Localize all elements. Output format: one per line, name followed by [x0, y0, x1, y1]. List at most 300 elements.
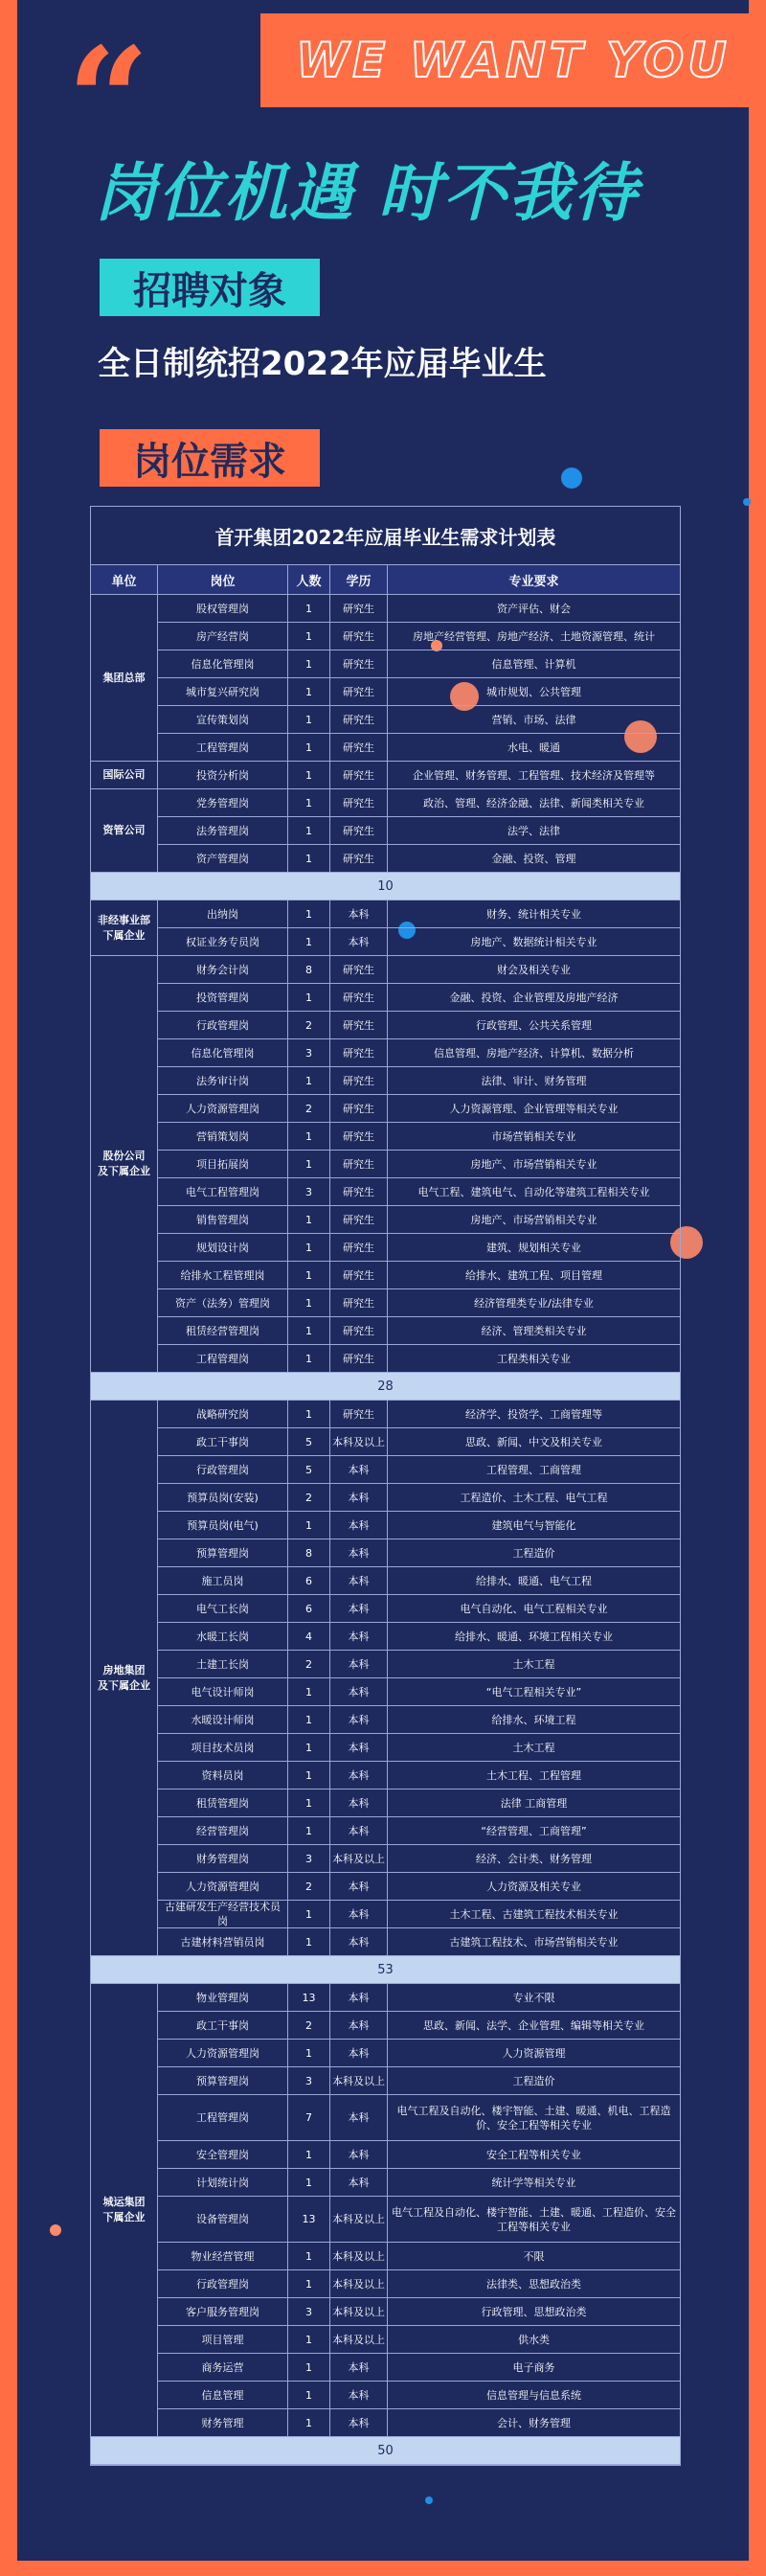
education-cell: 本科: [330, 2354, 388, 2381]
major-cell: 思政、新闻、法学、企业管理、编辑等相关专业: [423, 2018, 644, 2032]
major-cell: 资产评估、财会: [497, 602, 571, 615]
position-cell: 古建材料营销员岗: [158, 1928, 288, 1955]
major-cell: 工程造价: [512, 1546, 555, 1560]
count-cell: 1: [288, 1734, 330, 1761]
education-cell: 本科: [330, 1901, 388, 1927]
table-row: [158, 1567, 680, 1595]
position-cell: 水暖工长岗: [158, 1623, 288, 1650]
group-total-row: 10: [91, 873, 680, 900]
count-cell: 1: [288, 1317, 330, 1344]
position-cell: 房产经营岗: [158, 623, 288, 650]
position-cell: 行政管理岗: [158, 1012, 288, 1038]
education-cell: 本科: [330, 1651, 388, 1677]
count-cell: 1: [288, 1817, 330, 1844]
unit-cell: 股份公司 及下属企业: [91, 956, 158, 1373]
table-row: [158, 900, 680, 928]
major-cell: 法律、审计、财务管理: [481, 1074, 587, 1087]
position-cell: 经营管理岗: [158, 1817, 288, 1844]
table-row: [158, 1539, 680, 1567]
count-cell: 3: [288, 1178, 330, 1205]
unit-rows: [158, 789, 680, 873]
position-cell: 水暖设计师岗: [158, 1706, 288, 1733]
major-cell: 水电、暖通: [507, 741, 560, 754]
major-cell: 人力资源及相关专业: [486, 1880, 581, 1893]
major-cell: 营销、市场、法律: [491, 713, 576, 726]
major-cell: 专业不限: [512, 1991, 555, 2004]
major-cell: 法律类、思想政治类: [486, 2277, 581, 2291]
position-cell: 租赁经营管理岗: [158, 1317, 288, 1344]
education-cell: 本科: [330, 2141, 388, 2168]
recruit-target-text: 全日制统招2022年应届毕业生: [98, 345, 547, 383]
count-cell: 1: [288, 2409, 330, 2436]
major-cell: 给排水、暖通、电气工程: [476, 1574, 592, 1587]
table-row: [158, 2409, 680, 2437]
education-cell: 本科: [330, 2012, 388, 2039]
position-cell: 预算管理岗: [158, 1539, 288, 1566]
count-cell: 6: [288, 1567, 330, 1594]
major-cell: “经营管理、工商管理”: [481, 1824, 587, 1837]
table-row: [158, 1845, 680, 1873]
table-row: [158, 595, 680, 623]
major-cell: 电气工程、建筑电气、自动化等建筑工程相关专业: [417, 1185, 650, 1198]
count-cell: 3: [288, 2298, 330, 2325]
table-row: [158, 1039, 680, 1067]
education-cell: 研究生: [330, 984, 388, 1011]
table-row: [158, 2169, 680, 2197]
position-cell: 政工干事岗: [158, 1428, 288, 1455]
count-cell: 1: [288, 1512, 330, 1539]
table-row: [158, 1262, 680, 1289]
table-row: [158, 2270, 680, 2298]
major-cell: 土木工程: [512, 1657, 555, 1671]
position-cell: 销售管理岗: [158, 1206, 288, 1233]
count-cell: 2: [288, 1651, 330, 1677]
count-cell: 1: [288, 928, 330, 955]
education-cell: 研究生: [330, 1178, 388, 1205]
count-cell: 1: [288, 1901, 330, 1927]
major-cell: 工程造价: [512, 2074, 555, 2087]
count-cell: 1: [288, 2169, 330, 2196]
major-cell: 行政管理、公共关系管理: [476, 1018, 592, 1032]
table-row: [158, 956, 680, 984]
major-cell: 经济、会计类、财务管理: [476, 1852, 592, 1865]
major-cell: 企业管理、财务管理、工程管理、技术经济及管理等: [413, 768, 655, 782]
position-cell: 客户服务管理岗: [158, 2298, 288, 2325]
table-row: [158, 1151, 680, 1178]
education-cell: 本科: [330, 1762, 388, 1789]
table-row: [158, 1345, 680, 1373]
quote-mark-icon: “: [67, 16, 150, 185]
education-cell: 本科及以上: [330, 2197, 388, 2242]
count-cell: 1: [288, 734, 330, 761]
group-total-row: 53: [91, 1956, 680, 1984]
table-row: [158, 1234, 680, 1262]
education-cell: 研究生: [330, 817, 388, 844]
education-cell: 研究生: [330, 789, 388, 816]
education-cell: 本科: [330, 2169, 388, 2196]
banner-text: WE WANT YOU: [296, 33, 731, 88]
position-cell: 资产（法务）管理岗: [158, 1289, 288, 1316]
table-row: [158, 845, 680, 873]
table-row: [158, 1734, 680, 1762]
education-cell: 本科及以上: [330, 2298, 388, 2325]
table-row: [158, 2067, 680, 2095]
count-cell: 1: [288, 1067, 330, 1094]
major-cell: 电气自动化、电气工程相关专业: [460, 1602, 608, 1615]
unit-group: [91, 595, 680, 762]
position-cell: 营销策划岗: [158, 1123, 288, 1150]
table-row: [158, 1595, 680, 1623]
unit-group: [91, 762, 680, 789]
major-cell: 给排水、暖通、环境工程相关专业: [455, 1630, 613, 1643]
table-row: [158, 1512, 680, 1539]
table-row: [158, 2298, 680, 2326]
position-cell: 财务会计岗: [158, 956, 288, 983]
position-cell: 信息化管理岗: [158, 650, 288, 677]
count-cell: 1: [288, 1262, 330, 1288]
position-cell: 项目技术员岗: [158, 1734, 288, 1761]
unit-group: [91, 1401, 680, 1956]
table-row: [158, 650, 680, 678]
table-row: [158, 1289, 680, 1317]
unit-cell: 集团总部: [91, 595, 158, 762]
header-count: 人数: [288, 565, 330, 594]
education-cell: 本科: [330, 1484, 388, 1511]
count-cell: 13: [288, 1984, 330, 2011]
education-cell: 本科: [330, 1706, 388, 1733]
table-row: [158, 1623, 680, 1651]
table-row: [158, 2326, 680, 2354]
position-cell: 商务运营: [158, 2354, 288, 2381]
position-cell: 工程管理岗: [158, 1345, 288, 1372]
major-cell: 经济学、投资学、工商管理等: [465, 1407, 602, 1421]
table-body: [91, 595, 680, 2465]
major-cell: 房地产、数据统计相关专业: [470, 935, 597, 948]
major-cell: 土木工程、工程管理: [486, 1768, 581, 1782]
table-row: [158, 1012, 680, 1039]
table-row: [158, 706, 680, 734]
major-cell: 安全工程等相关专业: [486, 2148, 581, 2161]
count-cell: 1: [288, 817, 330, 844]
table-row: [158, 1456, 680, 1484]
count-cell: 1: [288, 2243, 330, 2269]
unit-group: [91, 1984, 680, 2437]
position-cell: 法务审计岗: [158, 1067, 288, 1094]
bottom-orange-frame: [0, 2561, 766, 2576]
position-cell: 投资管理岗: [158, 984, 288, 1011]
education-cell: 本科: [330, 1539, 388, 1566]
position-cell: 战略研究岗: [158, 1401, 288, 1427]
table-row: [158, 2243, 680, 2270]
table-row: [158, 2354, 680, 2382]
table-row: [158, 1067, 680, 1095]
group-total-row: 50: [91, 2437, 680, 2465]
major-cell: 工程管理、工商管理: [486, 1463, 581, 1476]
count-cell: 1: [288, 984, 330, 1011]
position-cell: 施工员岗: [158, 1567, 288, 1594]
count-cell: 1: [288, 2141, 330, 2168]
education-cell: 研究生: [330, 1317, 388, 1344]
education-cell: 本科: [330, 2040, 388, 2066]
count-cell: 3: [288, 2067, 330, 2094]
major-cell: 金融、投资、管理: [491, 852, 576, 865]
count-cell: 1: [288, 1928, 330, 1955]
table-row: [158, 1428, 680, 1456]
recruitment-table: [90, 506, 681, 2466]
education-cell: 研究生: [330, 1095, 388, 1122]
education-cell: 本科: [330, 1678, 388, 1705]
major-cell: 会计、财务管理: [497, 2416, 571, 2429]
table-row: [158, 1984, 680, 2012]
education-cell: 本科: [330, 1456, 388, 1483]
count-cell: 1: [288, 1123, 330, 1150]
decor-dot-orange-5: [50, 2224, 61, 2236]
count-cell: 3: [288, 1039, 330, 1066]
position-cell: 工程管理岗: [158, 734, 288, 761]
major-cell: “电气工程相关专业”: [485, 1685, 582, 1698]
right-orange-frame: [749, 0, 766, 2576]
count-cell: 1: [288, 1401, 330, 1427]
position-cell: 信息化管理岗: [158, 1039, 288, 1066]
education-cell: 本科: [330, 2409, 388, 2436]
position-cell: 人力资源管理岗: [158, 1873, 288, 1900]
position-cell: 出纳岗: [158, 900, 288, 927]
position-cell: 物业经营管理: [158, 2243, 288, 2269]
major-cell: 工程造价、土木工程、电气工程: [460, 1491, 608, 1504]
major-cell: 电气工程及自动化、楼宇智能、土建、暖通、工程造价、安全工程等相关专业: [392, 2205, 676, 2233]
unit-rows: [158, 1401, 680, 1956]
count-cell: 1: [288, 706, 330, 733]
position-cell: 古建研发生产经营技术员岗: [158, 1901, 288, 1927]
table-row: [158, 1873, 680, 1901]
education-cell: 本科: [330, 1928, 388, 1955]
major-cell: 建筑电气与智能化: [491, 1518, 576, 1532]
count-cell: 1: [288, 650, 330, 677]
major-cell: 建筑、规划相关专业: [486, 1241, 581, 1254]
position-cell: 安全管理岗: [158, 2141, 288, 2168]
education-cell: 研究生: [330, 956, 388, 983]
position-cell: 资料员岗: [158, 1762, 288, 1789]
count-cell: 1: [288, 2040, 330, 2066]
position-cell: 预算管理岗: [158, 2067, 288, 2094]
table-row: [158, 1095, 680, 1123]
unit-group: [91, 900, 680, 956]
position-cell: 法务管理岗: [158, 817, 288, 844]
position-cell: 预算员岗(安装): [158, 1484, 288, 1511]
count-cell: 13: [288, 2197, 330, 2242]
major-cell: 电子商务: [512, 2360, 555, 2374]
table-row: [158, 789, 680, 817]
count-cell: 8: [288, 1539, 330, 1566]
major-cell: 法律 工商管理: [500, 1796, 568, 1810]
table-row: [158, 1484, 680, 1512]
table-row: [158, 1678, 680, 1706]
major-cell: 城市规划、公共管理: [486, 685, 581, 698]
decor-dot-blue-small: [743, 498, 751, 506]
major-cell: 市场营销相关专业: [491, 1129, 576, 1143]
position-cell: 宣传策划岗: [158, 706, 288, 733]
unit-group: [91, 789, 680, 873]
major-cell: 土木工程: [512, 1741, 555, 1754]
table-row: [158, 762, 680, 789]
education-cell: 本科: [330, 1734, 388, 1761]
count-cell: 1: [288, 900, 330, 927]
table-row: [158, 1317, 680, 1345]
major-cell: 行政管理、思想政治类: [481, 2305, 587, 2318]
table-row: [158, 928, 680, 956]
count-cell: 5: [288, 1456, 330, 1483]
major-cell: 信息管理、计算机: [491, 657, 576, 671]
count-cell: 6: [288, 1595, 330, 1622]
major-cell: 人力资源管理、企业管理等相关专业: [449, 1102, 619, 1115]
position-cell: 资产管理岗: [158, 845, 288, 872]
position-cell: 行政管理岗: [158, 1456, 288, 1483]
major-cell: 给排水、建筑工程、项目管理: [465, 1268, 602, 1282]
count-cell: 1: [288, 762, 330, 788]
education-cell: 研究生: [330, 845, 388, 872]
unit-cell: 房地集团 及下属企业: [91, 1401, 158, 1956]
count-cell: 1: [288, 1206, 330, 1233]
education-cell: 本科及以上: [330, 2243, 388, 2269]
unit-cell: 城运集团 下属企业: [91, 1984, 158, 2437]
count-cell: 1: [288, 1345, 330, 1372]
count-cell: 3: [288, 1845, 330, 1872]
table-row: [158, 2095, 680, 2141]
major-cell: 电气工程及自动化、楼宇智能、土建、暖通、机电、工程造价、安全工程等相关专业: [396, 2104, 671, 2131]
education-cell: 研究生: [330, 1262, 388, 1288]
count-cell: 1: [288, 2354, 330, 2381]
position-cell: 股权管理岗: [158, 595, 288, 622]
table-row: [158, 2141, 680, 2169]
education-cell: 本科: [330, 1873, 388, 1900]
position-cell: 财务管理岗: [158, 1845, 288, 1872]
major-cell: 古建筑工程技术、市场营销相关专业: [449, 1935, 619, 1949]
position-cell: 电气工程管理岗: [158, 1178, 288, 1205]
count-cell: 1: [288, 1706, 330, 1733]
table-row: [158, 678, 680, 706]
major-cell: 法学、法律: [507, 824, 560, 837]
education-cell: 本科: [330, 1595, 388, 1622]
count-cell: 1: [288, 1762, 330, 1789]
count-cell: 1: [288, 1151, 330, 1177]
header-education: 学历: [330, 565, 388, 594]
count-cell: 1: [288, 789, 330, 816]
unit-cell: 国际公司: [91, 762, 158, 789]
unit-rows: [158, 595, 680, 762]
education-cell: 本科及以上: [330, 1845, 388, 1872]
count-cell: 1: [288, 2270, 330, 2297]
count-cell: 2: [288, 1873, 330, 1900]
count-cell: 2: [288, 1095, 330, 1122]
position-cell: 物业管理岗: [158, 1984, 288, 2011]
major-cell: 经济管理类专业/法律专业: [474, 1296, 594, 1310]
education-cell: 本科及以上: [330, 2326, 388, 2353]
education-cell: 本科: [330, 900, 388, 927]
major-cell: 经济、管理类相关专业: [481, 1324, 587, 1337]
education-cell: 本科及以上: [330, 1428, 388, 1455]
position-cell: 党务管理岗: [158, 789, 288, 816]
position-cell: 城市复兴研究岗: [158, 678, 288, 705]
table-row: [158, 1928, 680, 1956]
table-row: [158, 1762, 680, 1790]
position-cell: 项目拓展岗: [158, 1151, 288, 1177]
table-row: [158, 1178, 680, 1206]
count-cell: 1: [288, 595, 330, 622]
position-cell: 项目管理: [158, 2326, 288, 2353]
major-cell: 工程类相关专业: [497, 1352, 571, 1365]
position-cell: 权证业务专员岗: [158, 928, 288, 955]
table-row: [158, 984, 680, 1012]
education-cell: 本科: [330, 1817, 388, 1844]
major-cell: 财务、统计相关专业: [486, 907, 581, 921]
count-cell: 4: [288, 1623, 330, 1650]
education-cell: 研究生: [330, 1012, 388, 1038]
education-cell: 研究生: [330, 734, 388, 761]
table-title: 首开集团2022年应届毕业生需求计划表: [91, 507, 680, 565]
education-cell: 研究生: [330, 1234, 388, 1261]
table-row: [158, 734, 680, 762]
count-cell: 2: [288, 1484, 330, 1511]
table-row: [158, 817, 680, 845]
position-cell: 预算员岗(电气): [158, 1512, 288, 1539]
unit-cell: 资管公司: [91, 789, 158, 873]
count-cell: 1: [288, 623, 330, 650]
count-cell: 1: [288, 845, 330, 872]
position-cell: 工程管理岗: [158, 2095, 288, 2140]
major-cell: 信息管理与信息系统: [486, 2388, 581, 2402]
unit-rows: [158, 956, 680, 1373]
job-demand-label: 岗位需求: [133, 439, 286, 484]
major-cell: 金融、投资、企业管理及房地产经济: [449, 991, 619, 1004]
education-cell: 本科: [330, 928, 388, 955]
education-cell: 研究生: [330, 1067, 388, 1094]
unit-rows: [158, 1984, 680, 2437]
table-row: [158, 1123, 680, 1151]
position-cell: 财务管理: [158, 2409, 288, 2436]
table-row: [158, 1706, 680, 1734]
major-cell: 给排水、环境工程: [491, 1713, 576, 1726]
table-row: [158, 623, 680, 650]
position-cell: 人力资源管理岗: [158, 1095, 288, 1122]
job-demand-tag: [100, 429, 320, 487]
position-cell: 规划设计岗: [158, 1234, 288, 1261]
table-row: [158, 2012, 680, 2040]
position-cell: 人力资源管理岗: [158, 2040, 288, 2066]
education-cell: 研究生: [330, 678, 388, 705]
recruit-target-tag: [100, 259, 320, 316]
major-cell: 人力资源管理: [502, 2046, 566, 2060]
position-cell: 给排水工程管理岗: [158, 1262, 288, 1288]
count-cell: 1: [288, 1790, 330, 1816]
unit-rows: [158, 762, 680, 789]
education-cell: 研究生: [330, 1345, 388, 1372]
count-cell: 7: [288, 2095, 330, 2140]
education-cell: 研究生: [330, 1206, 388, 1233]
major-cell: 信息管理、房地产经济、计算机、数据分析: [434, 1046, 634, 1060]
position-cell: 设备管理岗: [158, 2197, 288, 2242]
education-cell: 本科: [330, 1984, 388, 2011]
table-row: [158, 1790, 680, 1817]
major-cell: 土木工程、古建筑工程技术相关专业: [449, 1907, 619, 1921]
education-cell: 研究生: [330, 762, 388, 788]
we-want-you-banner: [260, 13, 766, 107]
count-cell: 1: [288, 2382, 330, 2408]
count-cell: 1: [288, 1234, 330, 1261]
count-cell: 5: [288, 1428, 330, 1455]
position-cell: 土建工长岗: [158, 1651, 288, 1677]
count-cell: 1: [288, 1678, 330, 1705]
count-cell: 1: [288, 678, 330, 705]
